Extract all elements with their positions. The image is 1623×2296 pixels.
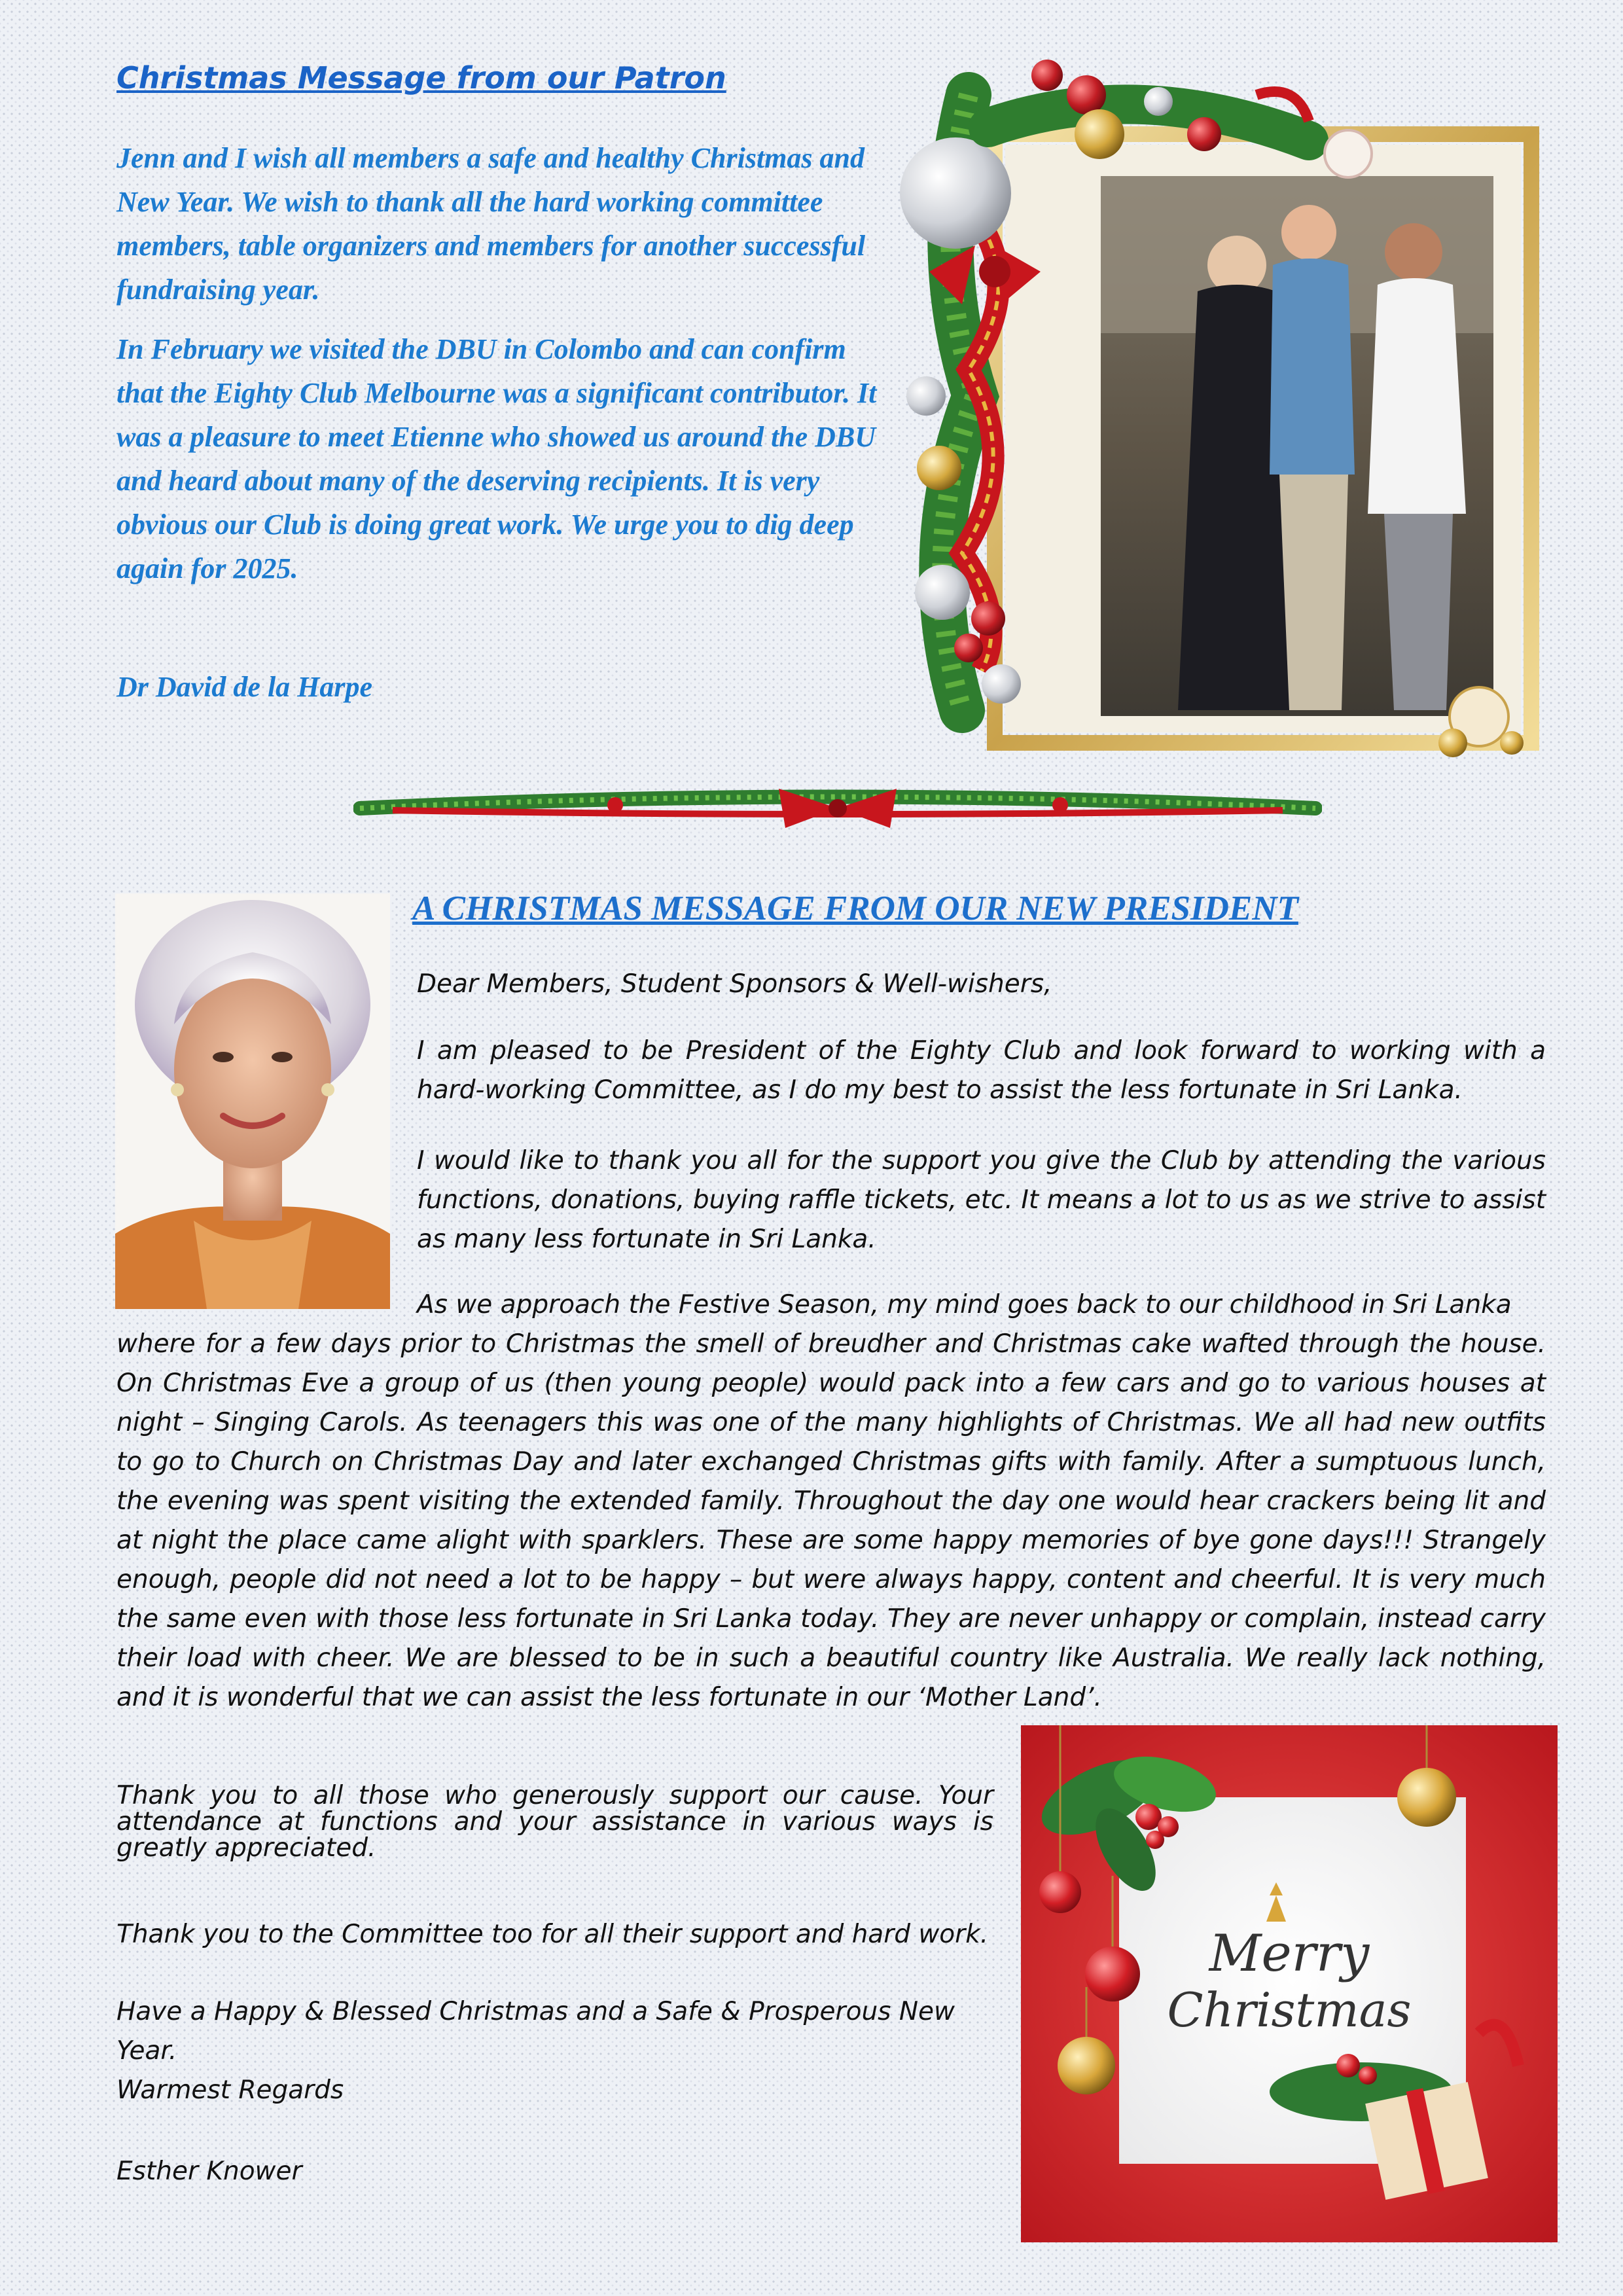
president-paragraph-3: where for a few days prior to Christmas the smell of breudher and Christmas cake wafted through the house. On Christmas Eve a group of us (then young people) would pack into a few cars and go to various houses at night – Singing Carols. As teenagers this was one of the many highlights of Christmas. We all had new outfits to go to Church on Christmas Day and later exchanged Christmas gifts with family. After a sumptuous lunch, the evening was spent visiting the extended family. Throughout the day one would hear crackers being lit and at night the place came alight with sparklers. These are some happy memories of bye gone days!!! Strangely enough, people did not need a lot to be happy – but were always happy, content and cheerful. It is very much the same even with those less fortunate in Sri Lanka today. They are never unhappy or complain, instead carry their load with cheer. We are blessed to be in such a beautiful country like Australia. We really lack nothing, and it is wonderful that we can assist the less fortunate in our ‘Mother Land’.: [116, 1329, 1546, 1712]
patron-paragraph-1: Jenn and I wish all members a safe and healthy Christmas and New Year. We wish to thank all the hard working committee members, table organizers and members for another successful fundraising year.: [116, 142, 866, 306]
merry-christmas-card: [1021, 1725, 1558, 2242]
president-greeting: Dear Members, Student Sponsors & Well-wishers,: [417, 969, 1052, 999]
closing-regards: Warmest Regards: [116, 2075, 344, 2105]
thanks-committee: Thank you to the Committee too for all their support and hard work.: [116, 1920, 989, 1949]
merry-christmas-illustration: [1021, 1725, 1558, 2242]
closing-wish: Have a Happy & Blessed Christmas and a Safe & Prosperous New Year.: [116, 1997, 955, 2066]
garland-divider: [353, 779, 1322, 838]
christmas-frame-illustration: [890, 56, 1558, 779]
patron-title: Christmas Message from our Patron: [116, 60, 726, 96]
president-signature: Esther Knower: [116, 2157, 302, 2186]
patron-paragraph-2: In February we visited the DBU in Colombo and can confirm that the Eighty Club Melbourne was a significant contributor. It was a pleasure to meet Etienne who showed us around the DBU and heard about many of the deserving recipients. It is very obvious our Club is doing great work. We urge you to dig deep again for 2025.: [116, 333, 877, 584]
garland-divider-illustration: [353, 779, 1322, 838]
patron-message: [116, 136, 889, 606]
patron-signature: Dr David de la Harpe: [116, 671, 373, 703]
photo-people: [1178, 205, 1466, 710]
president-paragraph-1: I am pleased to be President of the Eighty Club and look forward to working with a hard-working Committee, as I do my best to assist the less fortunate in Sri Lanka.: [417, 1036, 1546, 1105]
card-merry: Merry: [1209, 1924, 1370, 1983]
card-christmas: Christmas: [1167, 1982, 1412, 2037]
president-paragraph-3-first-line: As we approach the Festive Season, my mind goes back to our childhood in Sri Lanka: [417, 1290, 1512, 1319]
president-paragraph-2: I would like to thank you all for the support you give the Club by attending the various functions, donations, buying raffle tickets, etc. It means a lot to us as we strive to assist as many less fortunate in Sri Lanka.: [417, 1146, 1546, 1254]
president-portrait: [115, 893, 390, 1309]
closing-block: [116, 1992, 993, 2110]
patron-photo-frame: [890, 56, 1558, 779]
president-title: A CHRISTMAS MESSAGE FROM OUR NEW PRESIDENT: [412, 889, 1298, 927]
portrait-illustration: [115, 893, 390, 1309]
thanks-supporters: Thank you to all those who generously support our cause. Your attendance at functions and your assistance in various ways is greatly appreciated.: [116, 1781, 993, 1863]
